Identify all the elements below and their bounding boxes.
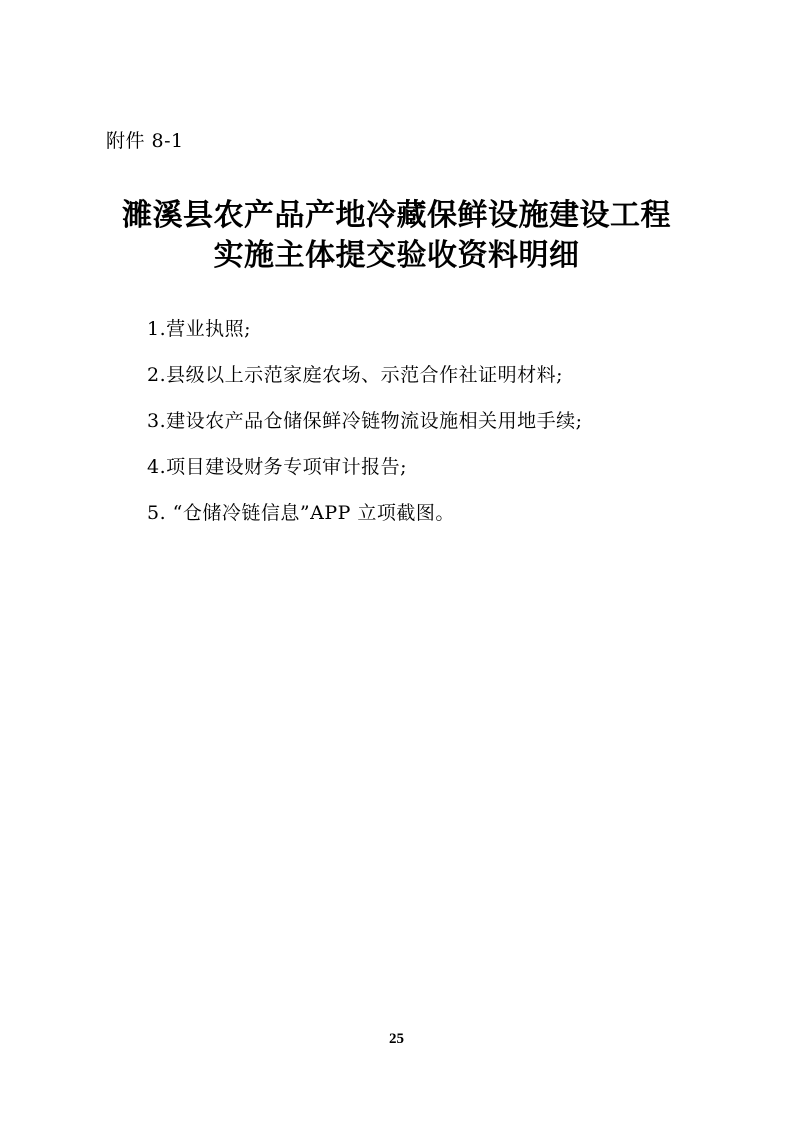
list-item: 3.建设农产品仓储保鲜冷链物流设施相关用地手续; [147,410,583,432]
document-title-line-1: 濉溪县农产品产地冷藏保鲜设施建设工程 [122,198,671,233]
document-title-line-2: 实施主体提交验收资料明细 [213,238,580,273]
requirements-list [147,318,583,548]
list-item: 1.营业执照; [147,318,252,340]
list-item: 4.项目建设财务专项审计报告; [147,456,408,478]
list-item: 2.县级以上示范家庭农场、示范合作社证明材料; [147,364,564,386]
list-item: 5. “仓储冷链信息”APP 立项截图。 [147,502,455,524]
page-number: 25 [389,1031,404,1047]
attachment-label: 附件 8-1 [106,130,184,152]
